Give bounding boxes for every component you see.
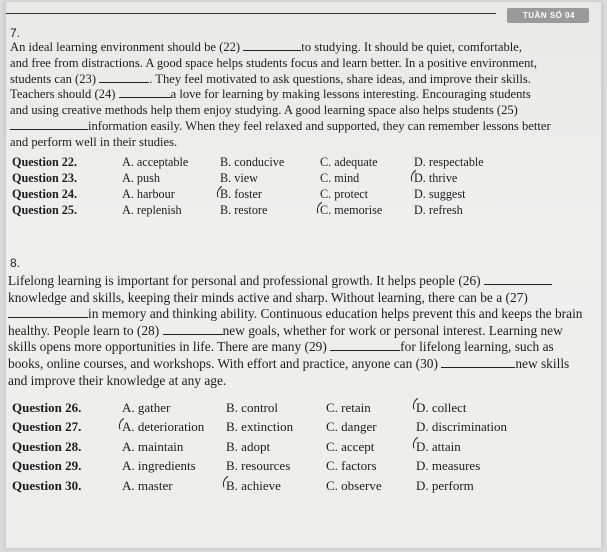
option-d-marked[interactable]: D. attain <box>416 437 507 457</box>
exercise-8-passage <box>8 273 598 389</box>
passage-line: Teachers should (24) a love for learning by making lessons interesting. Encouraging students <box>10 87 531 102</box>
worksheet-page <box>6 2 601 548</box>
option-d[interactable]: D. discrimination <box>416 419 507 435</box>
question-label: Question 27. <box>12 419 82 435</box>
answer-blank-30[interactable] <box>441 357 515 368</box>
passage-line: An ideal learning environment should be (22) to studying. It should be quiet, comfortable, <box>10 40 522 54</box>
question-label: Question 23. <box>12 170 78 185</box>
answer-blank-22[interactable] <box>243 40 301 51</box>
question-row <box>12 437 507 457</box>
question-label: Question 24. <box>12 186 78 201</box>
option-c[interactable]: C. danger <box>326 419 377 435</box>
option-d[interactable]: D. measures <box>416 458 481 474</box>
answer-blank-28[interactable] <box>163 324 223 335</box>
question-row <box>12 154 484 170</box>
option-c-marked[interactable]: C. memorise <box>320 202 414 218</box>
option-c[interactable]: C. factors <box>326 458 377 474</box>
option-b[interactable]: B. restore <box>220 202 268 217</box>
question-label: Question 29. <box>12 458 82 474</box>
passage-line: in memory and thinking ability. Continuous education helps prevent this and keeps the brain <box>8 306 598 323</box>
option-d[interactable]: D. perform <box>416 477 474 493</box>
option-a[interactable]: A. ingredients <box>122 458 196 474</box>
header-rule <box>6 13 496 14</box>
passage-line: and using creative methods help them enjoy studying. A good learning space also helps students (25) <box>10 103 518 118</box>
exercise-7-questions <box>12 154 484 218</box>
passage-line: Lifelong learning is important for personal and professional growth. It helps people (26) <box>8 273 598 290</box>
option-b[interactable]: B. adopt <box>226 438 271 454</box>
question-row <box>12 398 507 418</box>
option-a-marked[interactable]: A. deterioration <box>122 418 226 438</box>
option-b[interactable]: B. extinction <box>226 419 294 435</box>
option-d[interactable]: D. suggest <box>414 186 466 201</box>
exercise-8-number: 8. <box>10 256 21 270</box>
option-d[interactable]: D. respectable <box>414 154 484 169</box>
passage-line: students can (23) . They feel motivated to ask questions, share ideas, and improve their skills. <box>10 71 531 86</box>
question-row <box>12 476 507 496</box>
answer-blank-25[interactable] <box>10 119 88 130</box>
option-c[interactable]: C. protect <box>320 186 369 201</box>
option-b-marked[interactable]: B. foster <box>220 186 320 202</box>
question-label: Question 22. <box>12 154 78 169</box>
answer-blank-29[interactable] <box>330 340 400 351</box>
exercise-7-passage <box>10 40 600 151</box>
question-row <box>12 170 484 186</box>
passage-line: skills opens more opportunities in life. There are many (29) for lifelong learning, such as <box>8 339 554 355</box>
question-row <box>12 186 484 202</box>
answer-blank-26[interactable] <box>484 274 552 285</box>
option-b-marked[interactable]: B. conducive <box>220 154 285 169</box>
answer-blank-23[interactable] <box>99 72 149 83</box>
exercise-7-number: 7. <box>10 26 21 40</box>
question-label: Question 25. <box>12 202 78 217</box>
option-a[interactable]: A. gather <box>122 399 171 415</box>
option-a[interactable]: A. master <box>122 477 173 493</box>
option-a[interactable]: A. harbour <box>122 186 175 201</box>
passage-line: knowledge and skills, keeping their minds active and sharp. Without learning, there can be a (27) <box>8 289 528 305</box>
week-badge: TUẦN SỐ 04 <box>507 8 589 23</box>
option-c[interactable]: C. adequate <box>320 154 378 169</box>
option-d-marked[interactable]: D. collect <box>416 398 507 418</box>
option-b[interactable]: B. view <box>220 170 258 185</box>
option-b-marked[interactable]: B. achieve <box>226 476 326 496</box>
option-b[interactable]: B. resources <box>226 458 291 474</box>
answer-blank-24[interactable] <box>119 87 171 98</box>
passage-line: information easily. When they feel relaxed and supported, they can remember lessons better <box>10 119 600 135</box>
passage-line: healthy. People learn to (28) new goals, whether for work or personal interest. Learning new <box>8 322 563 338</box>
question-label: Question 28. <box>12 438 82 454</box>
question-label: Question 26. <box>12 399 82 415</box>
option-b[interactable]: B. control <box>226 399 278 415</box>
question-label: Question 30. <box>12 477 82 493</box>
passage-line: and improve their knowledge at any age. <box>8 372 227 388</box>
option-c[interactable]: C. observe <box>326 477 382 493</box>
option-a[interactable]: A. acceptable <box>122 154 189 169</box>
option-a[interactable]: A. push <box>122 170 160 185</box>
option-a[interactable]: A. maintain <box>122 438 184 454</box>
option-d-marked[interactable]: D. thrive <box>414 170 484 186</box>
passage-line: and free from distractions. A good space helps students focus and learn better. In a positive environment, <box>10 55 538 70</box>
option-c[interactable]: C. mind <box>320 170 360 185</box>
option-a[interactable]: A. replenish <box>122 202 182 217</box>
exercise-8-questions <box>12 398 507 496</box>
passage-line: and perform well in their studies. <box>10 134 178 149</box>
option-c[interactable]: C. accept <box>326 438 375 454</box>
question-row <box>12 457 507 477</box>
passage-line: books, online courses, and workshops. With effort and practice, anyone can (30) new skills <box>8 355 570 371</box>
question-row <box>12 202 484 218</box>
answer-blank-27[interactable] <box>8 307 88 318</box>
question-row <box>12 418 507 438</box>
option-d[interactable]: D. refresh <box>414 202 463 217</box>
option-c[interactable]: C. retain <box>326 399 371 415</box>
